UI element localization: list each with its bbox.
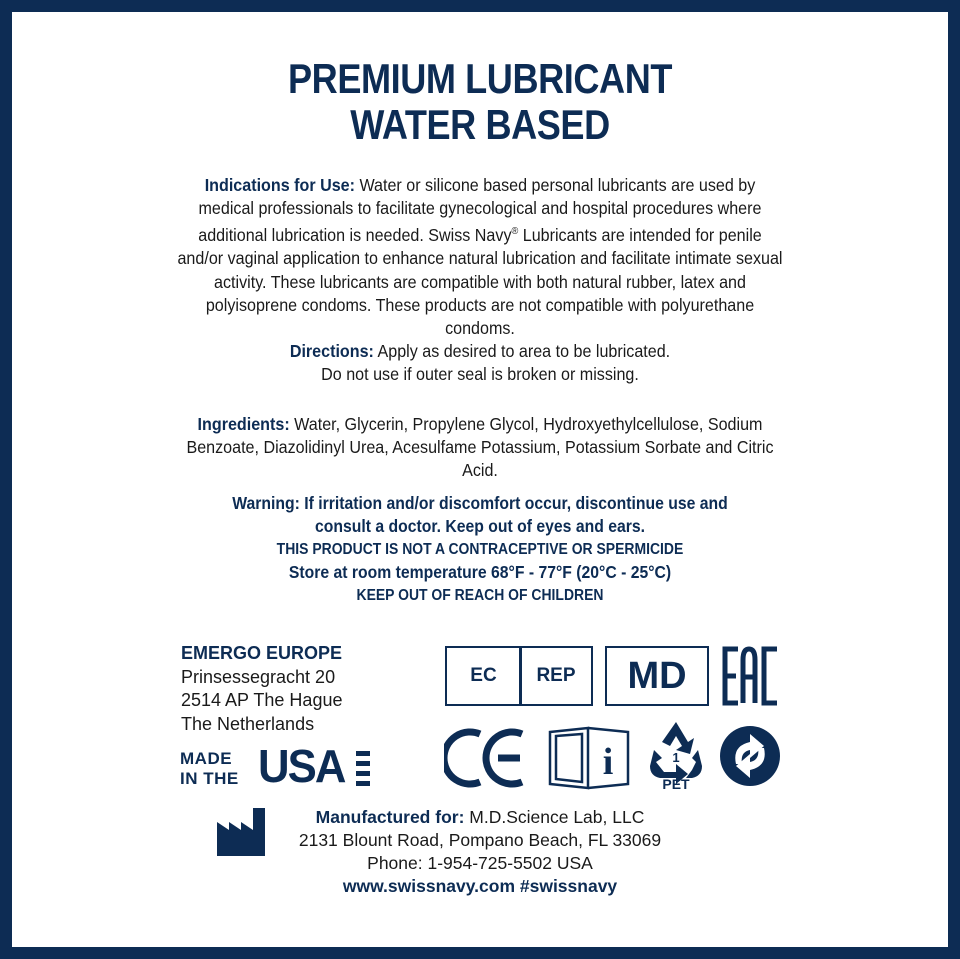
eu-representative-address xyxy=(181,642,421,736)
green-dot-icon xyxy=(718,724,782,788)
ce-mark-icon xyxy=(444,728,526,788)
children-notice: KEEP OUT OF REACH OF CHILDREN xyxy=(356,587,604,604)
eac-mark-icon xyxy=(722,646,780,706)
flag-stripes-icon xyxy=(356,751,370,787)
pet-label: PET xyxy=(662,776,690,790)
manufacturer-block xyxy=(260,806,700,898)
directions-label: Directions: xyxy=(289,341,374,362)
warning-block xyxy=(138,492,822,607)
storage-notice: Store at room temperature 68°F - 77°F (20°C - 25°C) xyxy=(288,562,672,582)
manufacturer-phone: Phone: 1-954-725-5502 USA xyxy=(367,853,593,873)
indications-text-b: Lubricants are intended for penile and/or vaginal application to enhance natural lubrication and facilitate intimate sexual activity. These lubricants are compatible with both natural rubber, latex and polyisoprene condoms. These products are not compatible with polyurethane condoms. xyxy=(177,225,783,339)
indications-block xyxy=(176,174,783,387)
made-in-usa-logo xyxy=(180,740,380,792)
ec-rep-icon xyxy=(445,646,593,706)
manufacturer-icon xyxy=(217,808,265,856)
warning-line-2: consult a doctor. Keep out of eyes and ears. xyxy=(315,516,645,536)
emergo-name: EMERGO EUROPE xyxy=(181,643,343,663)
emergo-city: 2514 AP The Hague xyxy=(181,690,343,710)
info-letter: i xyxy=(602,741,614,783)
ingredients-block xyxy=(176,413,783,483)
emergo-street: Prinsessegracht 20 xyxy=(181,666,336,687)
pet-recycle-icon xyxy=(648,718,704,790)
manufacturer-address: 2131 Blount Road, Pompano Beach, FL 33069 xyxy=(298,830,662,850)
title-line-1: PREMIUM LUBRICANT xyxy=(288,55,672,102)
manufacturer-company: M.D.Science Lab, LLC xyxy=(464,807,645,827)
indications-label: Indications for Use: xyxy=(204,175,355,195)
directions-line-2: Do not use if outer seal is broken or missing. xyxy=(321,364,639,385)
emergo-country: The Netherlands xyxy=(181,713,315,734)
directions-line-1: Apply as desired to area to be lubricated. xyxy=(373,341,671,362)
md-label: MD xyxy=(627,654,687,697)
manufacturer-label: Manufactured for: xyxy=(315,807,465,827)
medical-device-icon xyxy=(605,646,709,706)
ingredients-label: Ingredients: xyxy=(197,414,290,434)
title-line-2: WATER BASED xyxy=(350,101,610,148)
ingredients-text: Water, Glycerin, Propylene Glycol, Hydroxyethylcellulose, Sodium Benzoate, Diazolidinyl Urea, Acesulfame Potassium, Potassium Sorbate and Citric Acid. xyxy=(186,414,774,481)
contraceptive-notice: THIS PRODUCT IS NOT A CONTRACEPTIVE OR SPERMICIDE xyxy=(276,541,684,558)
recycle-number: 1 xyxy=(672,750,680,765)
indications-text-a: Water or silicone based personal lubricants are used by medical professionals to facilitate gynecological and hospital procedures where additional lubrication is needed. Swiss Navy xyxy=(198,175,762,246)
made-text: MADE xyxy=(180,749,233,768)
rep-label: REP xyxy=(536,665,576,686)
in-the-text: IN THE xyxy=(180,769,239,788)
website-link[interactable]: www.swissnavy.com #swissnavy xyxy=(342,876,618,896)
warning-line-1: Warning: If irritation and/or discomfort occur, discontinue use and xyxy=(232,493,728,513)
registered-mark: ® xyxy=(511,226,519,238)
usa-text: USA xyxy=(258,740,345,792)
consult-instructions-icon xyxy=(548,726,630,790)
ec-label: EC xyxy=(470,665,497,686)
